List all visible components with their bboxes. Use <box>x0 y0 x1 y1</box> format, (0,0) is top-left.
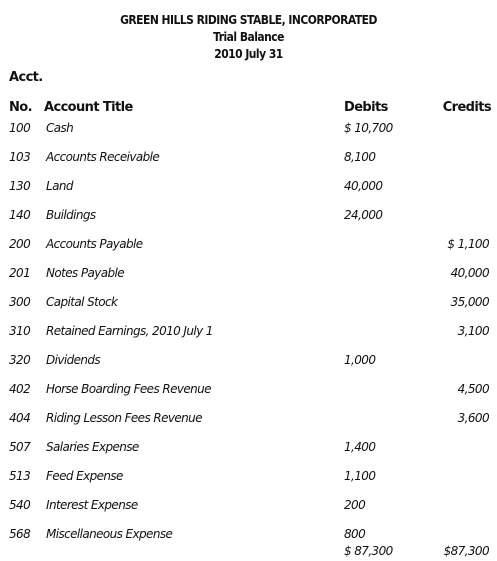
account-number: 201 <box>9 266 31 280</box>
account-title: Interest Expense <box>46 498 138 512</box>
debit-amount: 800 <box>344 527 366 541</box>
account-title: Retained Earnings, 2010 July 1 <box>46 324 213 338</box>
account-number: 513 <box>9 469 31 483</box>
account-title: Capital Stock <box>46 295 118 309</box>
account-title: Riding Lesson Fees Revenue <box>46 411 202 425</box>
report-title: Trial Balance <box>213 29 284 44</box>
debit-amount: 1,100 <box>344 469 376 483</box>
account-number: 310 <box>9 324 31 338</box>
credit-amount: 3,100 <box>457 324 489 338</box>
account-number: 404 <box>9 411 31 425</box>
account-title: Cash <box>46 121 74 135</box>
account-title: Feed Expense <box>46 469 123 483</box>
account-title: Miscellaneous Expense <box>46 527 173 541</box>
account-number: 300 <box>9 295 31 309</box>
credit-amount: 4,500 <box>457 382 489 396</box>
total-debits: $ 87,300 <box>344 544 393 558</box>
account-number: 320 <box>9 353 31 367</box>
debit-amount: 200 <box>344 498 366 512</box>
credits-heading: Credits <box>442 100 491 115</box>
account-title: Horse Boarding Fees Revenue <box>46 382 211 396</box>
account-number: 507 <box>9 440 31 454</box>
credit-amount: 3,600 <box>457 411 489 425</box>
account-title: Buildings <box>46 208 96 222</box>
report-date: 2010 July 31 <box>214 46 283 61</box>
debit-amount: 1,000 <box>344 353 376 367</box>
account-title: Salaries Expense <box>46 440 139 454</box>
account-number: 140 <box>9 208 31 222</box>
account-number: 568 <box>9 527 31 541</box>
account-title: Dividends <box>46 353 101 367</box>
credit-amount: $ 1,100 <box>447 237 489 251</box>
account-number: 540 <box>9 498 31 512</box>
acct-no-heading: No. <box>9 100 32 115</box>
debits-heading: Debits <box>344 100 388 115</box>
account-title: Accounts Receivable <box>46 150 160 164</box>
debit-amount: 8,100 <box>344 150 376 164</box>
account-number: 103 <box>9 150 31 164</box>
account-title: Notes Payable <box>46 266 125 280</box>
account-title-heading: Account Title <box>44 100 133 115</box>
company-name: GREEN HILLS RIDING STABLE, INCORPORATED <box>120 12 377 27</box>
account-number: 100 <box>9 121 31 135</box>
debit-amount: $ 10,700 <box>344 121 393 135</box>
account-number: 200 <box>9 237 31 251</box>
debit-amount: 1,400 <box>344 440 376 454</box>
account-number: 402 <box>9 382 31 396</box>
credit-amount: 35,000 <box>450 295 489 309</box>
acct-heading: Acct. <box>9 70 43 85</box>
credit-amount: 40,000 <box>450 266 489 280</box>
debit-amount: 40,000 <box>344 179 383 193</box>
account-number: 130 <box>9 179 31 193</box>
account-title: Accounts Payable <box>46 237 143 251</box>
debit-amount: 24,000 <box>344 208 383 222</box>
total-credits: $87,300 <box>443 544 489 558</box>
account-title: Land <box>46 179 73 193</box>
